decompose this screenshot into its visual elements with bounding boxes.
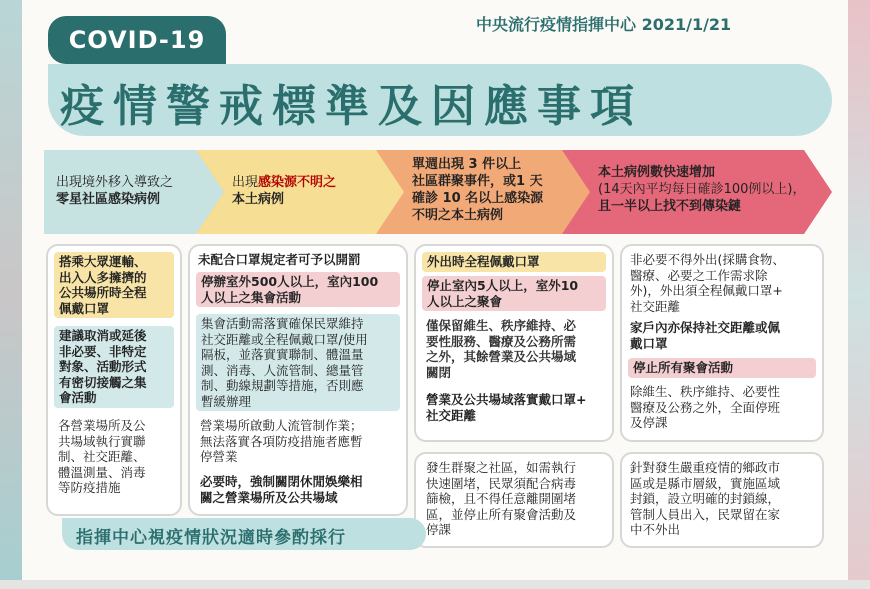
text-line: 對象、活動形式: [59, 359, 147, 374]
level-1-event-rule: [54, 326, 174, 408]
text-line: 醫療、必要之工作需求除: [630, 267, 768, 283]
text-line: 體溫測量、消毒: [58, 464, 146, 480]
text-line: 社交距離: [630, 298, 681, 314]
text-line: 除維生、秩序維持、必要性: [630, 384, 781, 399]
level-1-line2: 零星社區感染病例: [56, 192, 161, 207]
level-4-chevron: [562, 150, 832, 234]
text-line: 快速圍堵，民眾須配合病毒: [426, 475, 577, 491]
level-2-line1b: 感染源不明之: [258, 175, 337, 190]
text-line: 區或是縣市層級，實施區域: [630, 475, 781, 491]
text-line: 中不外出: [630, 522, 681, 537]
level-1-mask-rule: [54, 252, 174, 318]
text-line: 外)，外出須全程佩戴口罩+: [630, 283, 783, 298]
level-4-text: [598, 164, 806, 215]
text-line: 非必要不得外出(採購食物、: [630, 252, 785, 267]
text-line: 管制人員出入，民眾留在家: [630, 506, 781, 522]
source-date: 中央流行疫情指揮中心 2021/1/21: [476, 15, 732, 34]
level-4-closure-rule: [630, 384, 820, 431]
text-line: 停辦室外500人以上，室內100: [201, 274, 379, 289]
text-line: 建議取消或延後: [59, 328, 147, 343]
level-3-gathering-limit: [422, 276, 606, 311]
text-line: 人以上之聚會: [427, 293, 503, 309]
text-line: 停課: [426, 522, 452, 537]
level-3-closure-rule: [426, 318, 610, 380]
footer-note-bar: [62, 518, 426, 550]
text-line: 會活動: [59, 390, 97, 405]
text-line: 區，並停止所有聚會活動及: [426, 506, 577, 522]
text-line: 營業場所啟動人流管制作業；: [200, 418, 363, 433]
text-line: 篩檢，且不得任意離開圍堵: [426, 491, 577, 506]
text-line: 戴口罩: [630, 335, 668, 351]
level-4-measures-card: [620, 244, 824, 442]
text-line: 共場域執行實聯: [58, 433, 146, 449]
level-4-line: (14天內平均每日確診100例以上)，: [598, 182, 806, 197]
right-blurred-edge: [848, 0, 870, 589]
covid-badge: COVID-19: [48, 16, 226, 64]
footer-note: 指揮中心視疫情狀況適時參酌採行: [76, 528, 346, 548]
text-line: 封鎖，設立明確的封鎖線，: [630, 491, 781, 506]
text-line: 社交距離: [426, 407, 477, 423]
text-line: 發生群聚之社區，如需執行: [426, 460, 577, 475]
page-title: 疫情警戒標準及因應事項: [60, 81, 643, 132]
text-line: 社交距離或全程佩戴口罩/使用: [201, 331, 368, 347]
level-1-venue-rule: [58, 418, 176, 496]
text-line: 之外，其餘營業及公共場域: [426, 349, 577, 364]
level-3-mask-rule: 外出時全程佩戴口罩: [422, 252, 606, 272]
text-line: 集會活動需落實確保民眾維持: [201, 316, 364, 331]
text-line: 暫緩辦理: [201, 393, 252, 409]
text-line: 制、動線規劃等措施，否則應: [201, 378, 364, 393]
text-line: 佩戴口罩: [59, 300, 110, 316]
level-4-line: 且一半以上找不到傳染鏈: [598, 199, 742, 214]
text-line: 有密切接觸之集: [59, 374, 147, 390]
level-3-line: 確診 10 名以上感染源: [412, 191, 544, 206]
text-line: 隔板，並落實實聯制、體溫量: [201, 347, 364, 362]
level-4-gathering-stop: 停止所有聚會活動: [628, 358, 816, 378]
text-line: 關閉: [426, 364, 452, 380]
text-line: 營業及公共場域落實戴口罩+: [426, 392, 587, 407]
level-2-text: [232, 174, 336, 208]
bottom-strip: [0, 580, 870, 589]
text-line: 針對發生嚴重疫情的鄉政市: [630, 460, 781, 475]
level-3-measures-card: [414, 244, 614, 442]
level-1-text: [56, 174, 173, 208]
level-2-closure-rule: [200, 474, 404, 505]
poster: [22, 0, 848, 580]
level-4-lockdown-card: [620, 452, 824, 548]
level-3-lockdown-card: [414, 452, 614, 548]
text-line: 停止室內5人以上，室外10: [427, 278, 579, 293]
text-line: 公共場所時全程: [59, 285, 147, 300]
text-line: 醫療及公務之外，全面停班: [630, 399, 781, 415]
text-line: 僅保留維生、秩序維持、必: [426, 318, 577, 333]
text-line: 各營業場所及公: [58, 418, 146, 433]
level-3-text: [412, 156, 543, 224]
level-2-line2: 本土病例: [232, 192, 285, 207]
title-bar: [48, 64, 832, 136]
level-2-line1a: 出現: [232, 175, 259, 190]
text-line: 無法落實各項防疫措施者應暫: [200, 433, 363, 449]
level-4-household-rule: [630, 320, 820, 351]
text-line: 停營業: [200, 449, 238, 464]
level-3-venue-rule: [426, 392, 610, 423]
level-4-stay-home-rule: [630, 252, 820, 314]
level-1-measures-card: [46, 244, 182, 516]
left-blurred-edge: [0, 0, 22, 589]
level-2-measures-card: [188, 244, 408, 516]
text-line: 人以上之集會活動: [201, 289, 302, 305]
level-2-head: 未配合口罩規定者可予以開罰: [198, 252, 361, 267]
text-line: 制、社交距離、: [58, 449, 146, 464]
level-4-line: 本土病例數快速增加: [598, 165, 716, 180]
level-3-line: 單週出現 3 件以上: [412, 157, 522, 172]
text-line: 測、消毒、人流管制、總量管: [201, 362, 364, 378]
text-line: 等防疫措施: [58, 480, 121, 495]
level-4-area-lockdown-rule: [630, 460, 820, 538]
text-line: 非必要、非特定: [59, 343, 147, 359]
text-line: 家戶內亦保持社交距離或佩: [630, 320, 781, 335]
level-2-gathering-limit: [196, 272, 400, 307]
text-line: 必要時，強制關閉休閒娛樂相: [200, 474, 363, 489]
level-3-line: 不明之本土病例: [412, 208, 504, 223]
level-3-line: 社區群聚事件，或1 天: [412, 174, 543, 189]
text-line: 及停課: [630, 415, 668, 430]
level-2-venue-rule: [200, 418, 404, 465]
level-3-containment-rule: [426, 460, 610, 538]
level-2-event-rule: [196, 314, 400, 411]
level-1-line1: 出現境外移入導致之: [56, 175, 174, 190]
text-line: 出入人多擁擠的: [59, 269, 147, 285]
text-line: 搭乘大眾運輸、: [59, 254, 147, 269]
text-line: 要性服務、醫療及公務所需: [426, 333, 577, 349]
text-line: 關之營業場所及公共場域: [200, 489, 338, 505]
